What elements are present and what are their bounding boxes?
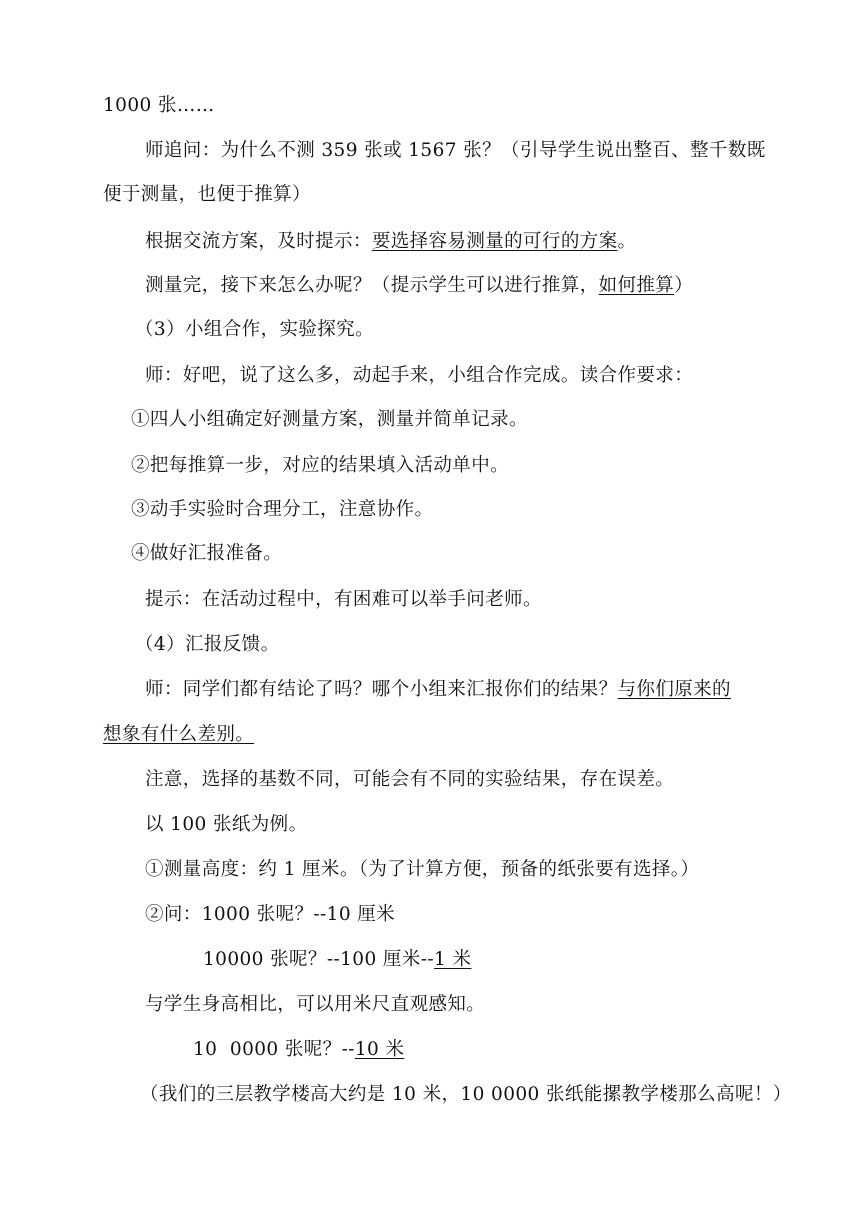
text: ②把每推算一步，对应的结果填入活动单中。	[131, 455, 510, 476]
text: 1000 张……	[103, 95, 215, 116]
section-heading	[135, 632, 279, 658]
underlined-text: 要选择容易测量的可行的方案	[371, 231, 618, 252]
underlined-text: 与你们原来的	[617, 679, 731, 700]
underlined-text: 1 米	[434, 949, 472, 970]
text: 提示：在活动过程中，有困难可以举手问老师。	[145, 589, 542, 610]
text: ③动手实验时合理分工，注意协作。	[131, 499, 434, 520]
text: 10 0000 张呢？--	[193, 1039, 355, 1060]
text-line	[145, 138, 766, 164]
underlined-text: 想象有什么差别。	[103, 724, 255, 745]
text: 师追问：为什么不测 359 张或 1567 张？（引导学生说出整百、整千数既	[145, 140, 766, 161]
underlined-text: 10 米	[354, 1039, 405, 1060]
text-line	[145, 857, 699, 883]
text: 师：好吧，说了这么多，动起手来，小组合作完成。读合作要求：	[145, 365, 694, 386]
text-line	[145, 767, 674, 793]
text-line	[145, 229, 636, 255]
text: ④做好汇报准备。	[131, 543, 283, 564]
text: （4）汇报反馈。	[135, 634, 280, 655]
list-item	[131, 407, 528, 433]
text-line	[103, 722, 254, 748]
text-line	[140, 1082, 792, 1108]
text: ①四人小组确定好测量方案，测量并简单记录。	[131, 409, 528, 430]
text: ）	[674, 275, 694, 296]
text-line	[145, 902, 395, 928]
section-heading	[135, 317, 374, 343]
text: 与学生身高相比，可以用米尺直观感知。	[145, 994, 486, 1015]
text: 便于测量，也便于推算）	[103, 184, 311, 205]
text: 师：同学们都有结论了吗？哪个小组来汇报你们的结果？	[145, 679, 618, 700]
text: （我们的三层教学楼高大约是 10 米，10 0000 张纸能摞教学楼那么高呢！）	[140, 1084, 792, 1105]
text-line	[145, 812, 307, 838]
text: 根据交流方案，及时提示：	[145, 231, 372, 252]
text: 注意，选择的基数不同，可能会有不同的实验结果，存在误差。	[145, 769, 675, 790]
text: 以 100 张纸为例。	[145, 814, 308, 835]
text-line	[103, 182, 311, 208]
text-line	[145, 992, 485, 1018]
text-line	[193, 1037, 404, 1063]
text-line	[145, 587, 542, 613]
text: （3）小组合作，实验探究。	[135, 319, 374, 340]
text: 。	[617, 231, 637, 252]
underlined-text: 如何推算	[598, 275, 675, 296]
text-line	[103, 93, 215, 119]
text: ②问：1000 张呢？--10 厘米	[145, 904, 396, 925]
text-line	[145, 273, 693, 299]
list-item	[131, 497, 433, 523]
text-line	[145, 363, 693, 389]
text-line	[203, 947, 471, 973]
text: 测量完，接下来怎么办呢？（提示学生可以进行推算，	[145, 275, 599, 296]
text-line	[145, 677, 731, 703]
text: 10000 张呢？--100 厘米--	[203, 949, 435, 970]
list-item	[131, 453, 509, 479]
list-item	[131, 541, 282, 567]
text: ①测量高度：约 1 厘米。（为了计算方便，预备的纸张要有选择。）	[145, 859, 700, 880]
